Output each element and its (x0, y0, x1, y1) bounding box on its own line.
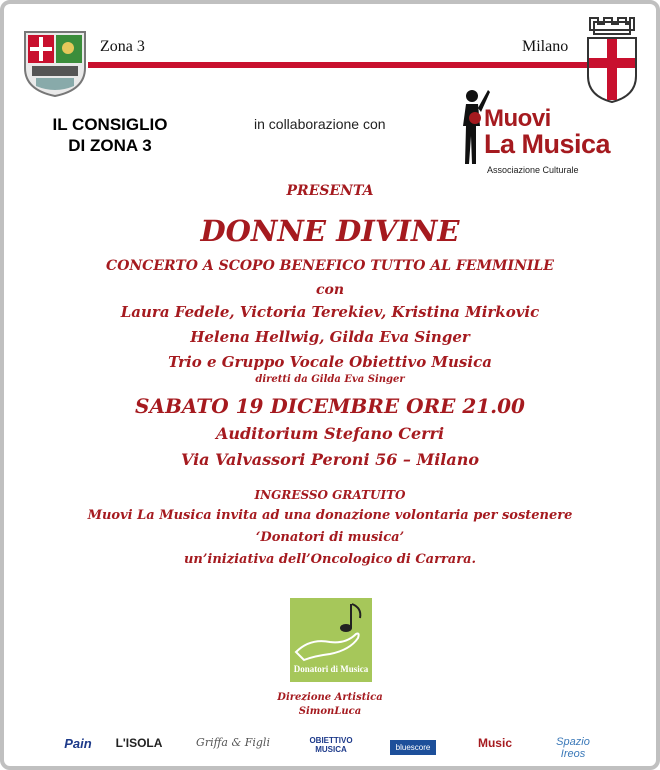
event-address: Via Valvassori Peroni 56 – Milano (180, 450, 480, 469)
consiglio-line2: DI ZONA 3 (68, 136, 152, 155)
donation-line2: ‘Donatori di musica’ (255, 530, 405, 545)
hand-note-icon (290, 598, 372, 664)
performers-line2: Helena Hellwig, Gilda Eva Singer (190, 328, 470, 346)
entry-label: INGRESSO GRATUITO (254, 488, 406, 502)
logo-line1: Muovi (484, 105, 551, 132)
logo-subtitle: Associazione Culturale (487, 165, 579, 175)
zona-label: Zona 3 (100, 38, 145, 55)
directed-by: diretti da Gilda Eva Singer (255, 374, 405, 385)
milano-label: Milano (522, 38, 569, 55)
performers-line3: Trio e Gruppo Vocale Obiettivo Musica (168, 353, 492, 371)
sponsor-pain-logo: Pain (64, 736, 92, 751)
collaboration-text: in collaborazione con (254, 116, 386, 132)
header-red-bar (88, 62, 590, 68)
milano-crest-icon (586, 14, 638, 109)
credits-line2: SimonLuca (298, 706, 362, 717)
event-datetime: SABATO 19 DICEMBRE ORE 21.00 (135, 394, 525, 418)
consiglio-title (30, 114, 190, 156)
con-label: con (315, 282, 345, 298)
sponsor-obiettivo-logo: OBIETTIVO MUSICA (309, 736, 353, 754)
consiglio-line1: IL CONSIGLIO (52, 115, 168, 134)
sponsor-ireos-logo: Spazio Ireos (556, 736, 590, 760)
credits-line1: Direzione Artistica (277, 692, 383, 703)
zona3-crest-icon (22, 28, 88, 103)
sponsor-isola-logo: L'ISOLA (115, 736, 163, 750)
event-subtitle: CONCERTO A SCOPO BENEFICO TUTTO AL FEMMINILE (106, 258, 554, 274)
logo-line2: La Musica (484, 129, 611, 159)
event-title: DONNE DIVINE (200, 214, 460, 248)
muovi-la-musica-logo (484, 105, 611, 159)
donatori-label: Donatori di Musica (293, 664, 369, 674)
sponsor-music-logo: Music (477, 736, 512, 750)
presenta-label: PRESENTA (286, 183, 374, 199)
sponsor-griffa-logo: Griffa & Figli (196, 736, 270, 749)
donation-line3: un’iniziativa dell’Oncologico di Carrara. (183, 552, 477, 567)
event-venue: Auditorium Stefano Cerri (215, 424, 445, 443)
performers-line1: Laura Fedele, Victoria Terekiev, Kristina Mirkovic (120, 303, 540, 321)
sponsor-bluescore-logo: bluescore (390, 740, 436, 755)
donatori-logo (290, 598, 372, 682)
donation-line1: Muovi La Musica invita ad una donazione volontaria per sostenere (87, 508, 573, 523)
